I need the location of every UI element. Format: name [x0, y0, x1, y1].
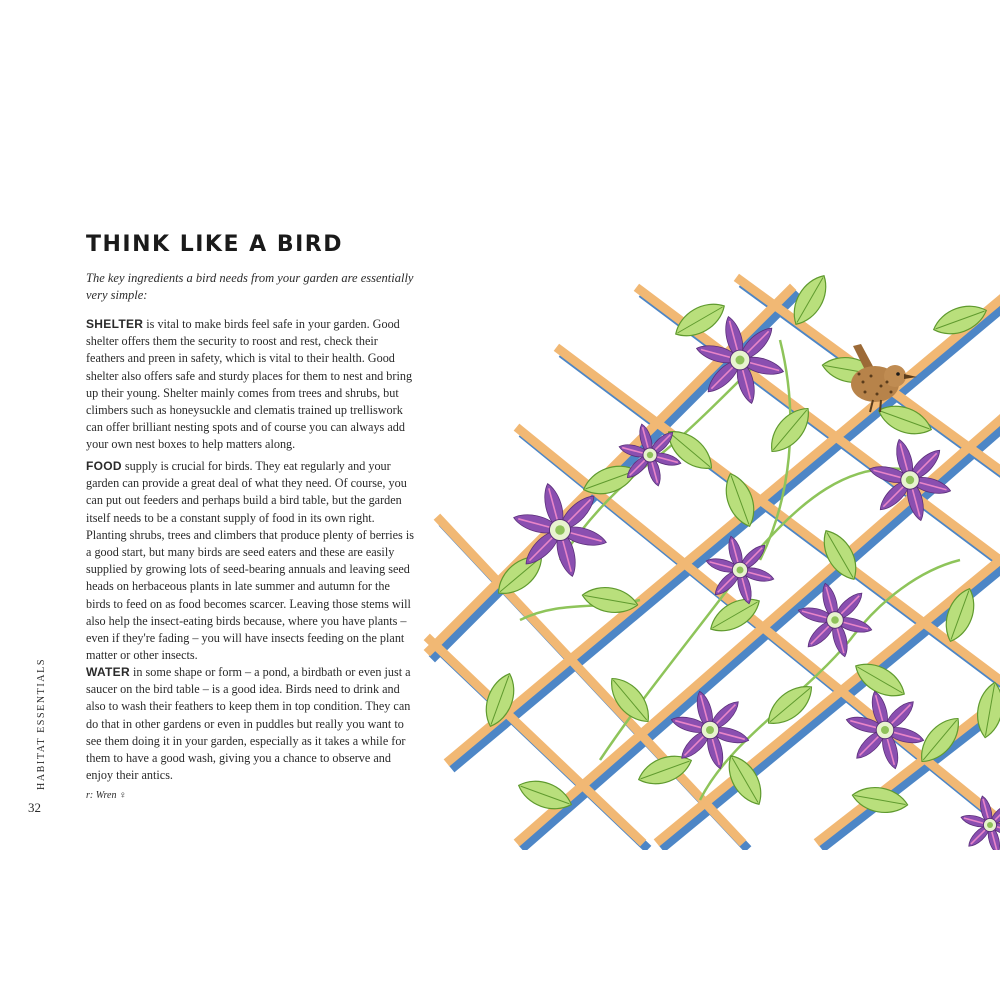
water-paragraph: [86, 664, 416, 784]
clematis-flower: [512, 482, 609, 579]
wren-head: [884, 365, 906, 387]
shelter-paragraph: [86, 316, 416, 454]
food-heading: FOOD: [86, 459, 122, 473]
page-number: 32: [28, 800, 41, 815]
flower-stamen: [706, 726, 714, 734]
flower-stamen: [987, 822, 993, 828]
flower-stamen: [647, 452, 653, 458]
shelter-text: is vital to make birds feel safe in your garden. Good shelter offers them the security to roost and rest, check their feathers and preen in safety, which is vital to their health. Good shelter also offers safe and sturdy places for them to nest and bring up their young. Shelter mainly comes from trees and shrubs, but climbers such as honeysuckle and clematis trained up trelliswork can offer brilliant nesting spots and of course you can always add your own nest boxes to help matters along.: [86, 317, 413, 452]
illustration-caption: r: Wren ♀: [86, 790, 127, 801]
trellis-slat: [430, 640, 640, 840]
page-title: THINK LIKE A BIRD: [86, 232, 344, 257]
water-heading: WATER: [86, 665, 130, 679]
shelter-heading: SHELTER: [86, 317, 144, 331]
flower-stamen: [881, 726, 889, 734]
flower-stamen: [831, 616, 839, 624]
food-text: supply is crucial for birds. They eat regularly and your garden can provide a great deal of what they need. Of course, you can put out feeders and perhaps build a bird table, but the garden itself needs to be a constant supply of food in its own right. Planting shrubs, trees and climbers that produce plenty of berries is a good start, but many birds are seed eaters and these are easily supplied by growing lots of seed-bearing annuals and leaving seed heads on herbaceous plants in late summer and autumn for the birds to feed on as food becomes scarcer. Leaving those stems will also help the insect-eating birds because, where you have plants – even if they're fading – you will have insects feeding on the plant matter or other insects.: [86, 459, 414, 663]
flower-stamen: [555, 525, 565, 535]
clematis-trellis-illustration: [420, 270, 1000, 850]
intro-text: The key ingredients a bird needs from your garden are essentially very simple:: [86, 271, 414, 302]
flower-stamen: [737, 567, 744, 574]
running-head: HABITAT ESSENTIALS: [36, 658, 47, 790]
flower-stamen: [736, 356, 745, 365]
water-text: in some shape or form – a pond, a birdbath or even just a saucer on the bird table – is a good idea. Birds need to drink and also to wash their feathers to keep them in top condition. They can do that in other gardens or even in puddles but really you want to see them doing it in your garden, especially as it takes a while for them to have a good wash, giving you a chance to observe and enjoy their antics.: [86, 665, 411, 783]
wren-eye: [896, 372, 900, 376]
food-paragraph: [86, 458, 416, 664]
flower-stamen: [906, 476, 914, 484]
